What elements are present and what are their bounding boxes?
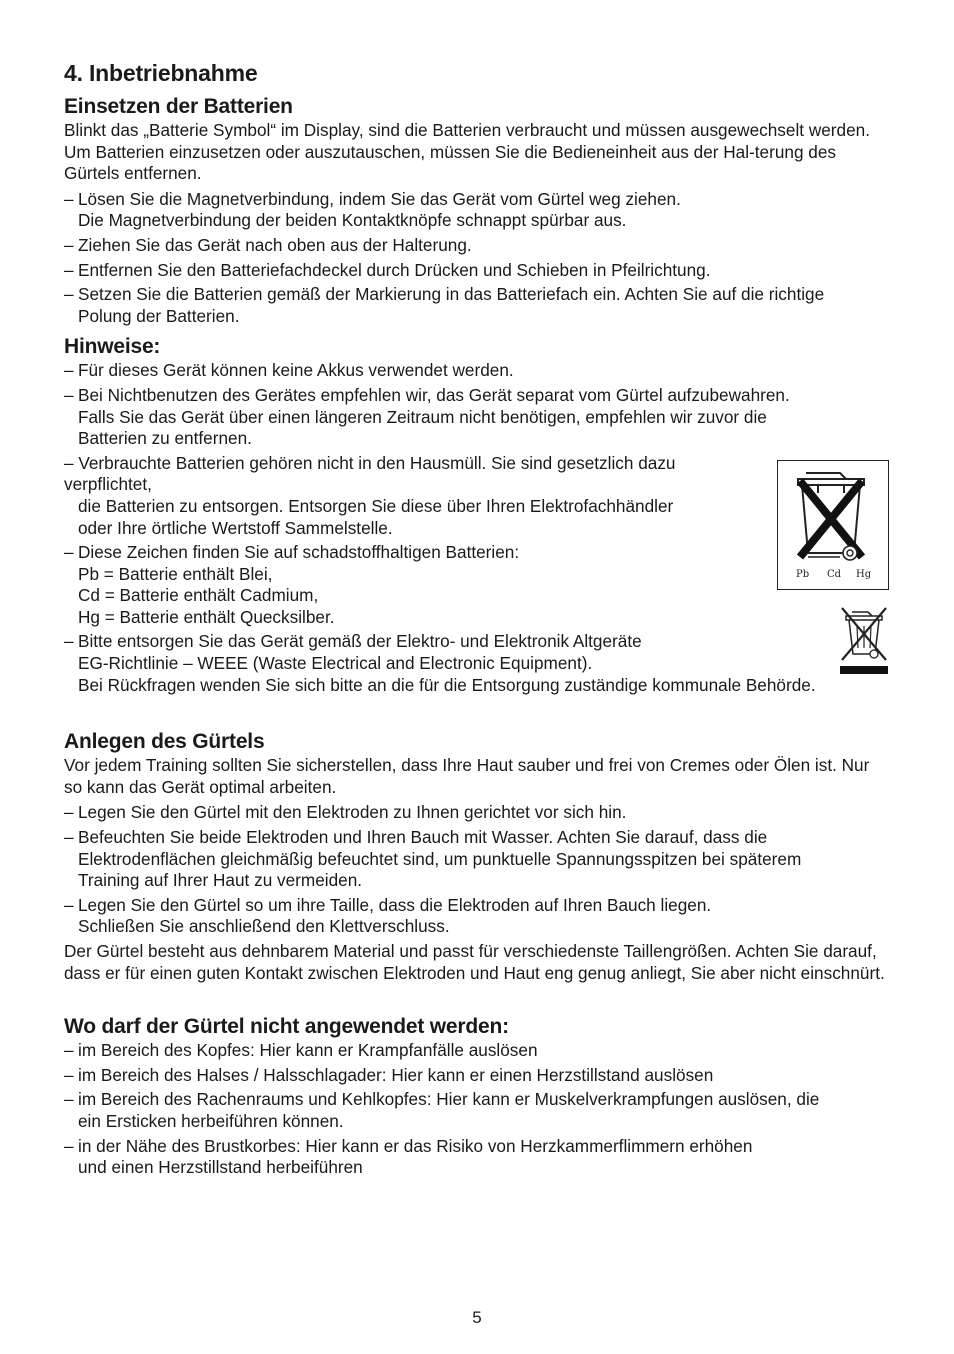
- hg-label: Hg: [856, 569, 872, 580]
- intro-paragraph: Vor jedem Training sollten Sie sicherstellen, dass Ihre Haut sauber und frei von Cremes oder Ölen ist. Nur so kann das Gerät optimal arbeiten.: [64, 755, 870, 797]
- list-item: – Legen Sie den Gürtel so um ihre Taille, dass die Elektroden auf Ihren Bauch liegen. Schließen Sie anschließend den Klettverschluss.: [64, 894, 712, 937]
- document-page: [64, 58, 890, 1182]
- outro-paragraph: Der Gürtel besteht aus dehnbarem Material und passt für verschiedenste Taillengrößen. Achten Sie darauf, dass er für einen guten Kontakt zwischen Elektroden und Haut eng genug anliegt, Sie aber nicht einschnürt.: [64, 941, 885, 983]
- list-item: – Setzen Sie die Batterien gemäß der Markierung in das Batteriefach ein. Achten Sie auf die richtige Polung der Batterien.: [64, 284, 825, 326]
- page-title: 4. Inbetriebnahme: [64, 60, 258, 86]
- heading-hinweise: Hinweise:: [64, 335, 161, 359]
- list-item: – Entfernen Sie den Batteriefachdeckel durch Drücken und Schieben in Pfeilrichtung.: [64, 259, 711, 280]
- list-item: – Diese Zeichen finden Sie auf schadstoffhaltigen Batterien: Pb = Batterie enthält Blei, Cd = Batterie enthält Cadmium, Hg = Batterie enthält Quecksilber.: [64, 542, 520, 627]
- heading-anlegen: Anlegen des Gürtels: [64, 730, 265, 754]
- list-item: – Befeuchten Sie beide Elektroden und Ihren Bauch mit Wasser. Achten Sie darauf, dass die Elektrodenflächen gleichmäßig befeuchtet sind, um punktuelle Spannungsspitzen bei späterem Training auf Ihrer Haut zu vermeiden.: [64, 827, 802, 891]
- list-item: – Bitte entsorgen Sie das Gerät gemäß der Elektro- und Elektronik Altgeräte EG-Richtlinie – WEEE (Waste Electrical and Electronic Equipment). Bei Rückfragen wenden Sie sich bitte an die für die Entsorgung zuständige kommunale Behörde.: [64, 631, 816, 695]
- list-item: – im Bereich des Halses / Halsschlagader: Hier kann er einen Herzstillstand auslösen: [64, 1064, 714, 1085]
- list-item: – in der Nähe des Brustkorbes: Hier kann er das Risiko von Herzkammerflimmern erhöhen und einen Herzstillstand herbeiführen: [64, 1135, 753, 1178]
- heading-einsetzen: Einsetzen der Batterien: [64, 95, 293, 118]
- pb-label: Pb: [796, 569, 810, 580]
- list-item: – Ziehen Sie das Gerät nach oben aus der Halterung.: [64, 234, 472, 255]
- list-item: – Verbrauchte Batterien gehören nicht in den Hausmüll. Sie sind gesetzlich dazu verpflichtet, die Batterien zu entsorgen. Entsorgen Sie diese über Ihren Elektrofachhändler oder Ihre örtliche Wertstoff Sammelstelle.: [64, 452, 676, 538]
- list-item: – Bei Nichtbenutzen des Gerätes empfehlen wir, das Gerät separat vom Gürtel aufzubewahren. Falls Sie das Gerät über einen längeren Zeitraum nicht benötigen, empfehlen wir zuvor die Batterien zu entfernen.: [64, 384, 790, 449]
- heading-nicht-anwenden: Wo darf der Gürtel nicht angewendet werden:: [64, 1015, 509, 1039]
- weee-bin-icon: [838, 604, 890, 676]
- list-item: – Für dieses Gerät können keine Akkus verwendet werden.: [64, 360, 514, 381]
- battery-disposal-icon: [777, 460, 889, 590]
- list-item: – im Bereich des Kopfes: Hier kann er Krampfanfälle auslösen: [64, 1040, 538, 1061]
- list-item: – Lösen Sie die Magnetverbindung, indem Sie das Gerät vom Gürtel weg ziehen. Die Magnetverbindung der beiden Kontaktknöpfe schnappt spürbar aus.: [64, 188, 681, 231]
- page-number: 5: [472, 1308, 482, 1327]
- list-item: – im Bereich des Rachenraums und Kehlkopfes: Hier kann er Muskelverkrampfungen auslösen, die ein Ersticken herbeiführen können.: [64, 1089, 820, 1131]
- intro-paragraph: Blinkt das „Batterie Symbol“ im Display, sind die Batterien verbraucht und müssen ausgewechselt werden. Um Batterien einzusetzen oder auszutauschen, müssen Sie die Bedieneinheit aus der Hal-terung des Gürtels entfernen.: [64, 120, 870, 184]
- cd-label: Cd: [827, 569, 842, 580]
- list-item: – Legen Sie den Gürtel mit den Elektroden zu Ihnen gerichtet vor sich hin.: [64, 802, 627, 823]
